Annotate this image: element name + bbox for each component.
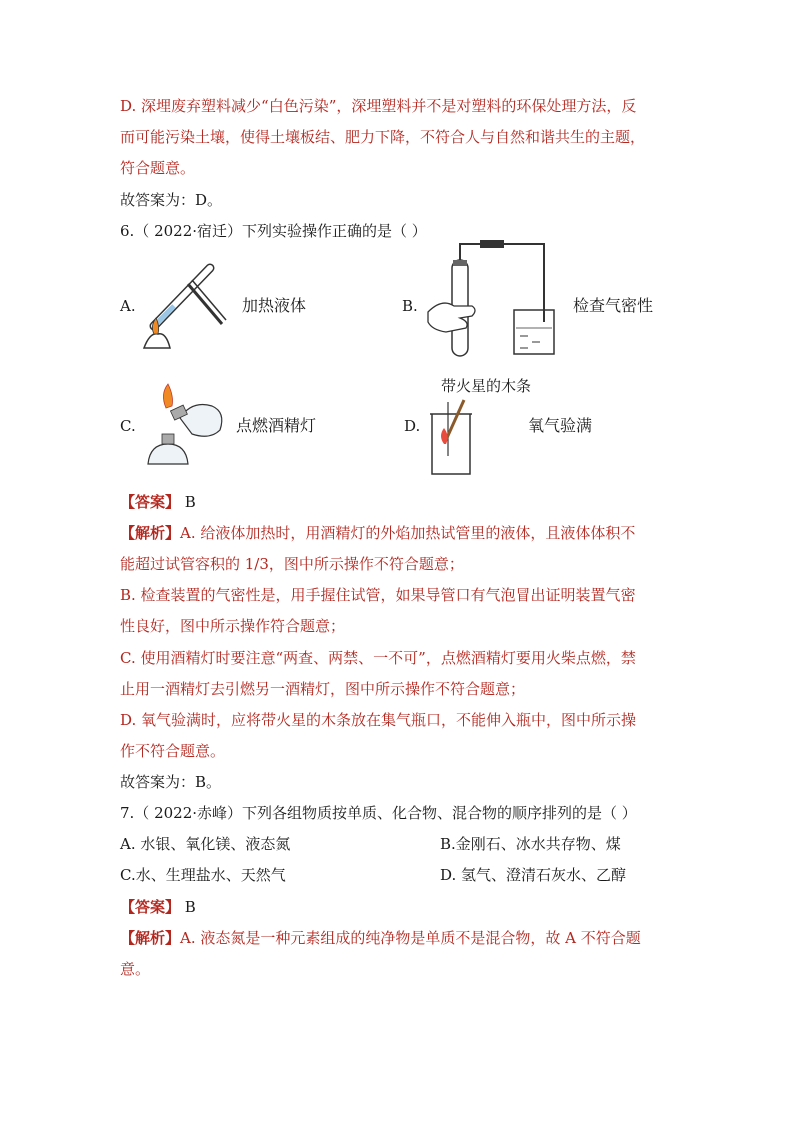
prev-explain-d-line2: 而可能污染土壤，使得土壤板结、肥力下降，不符合人与自然和谐共生的主题， (120, 128, 646, 146)
lighting-alcohol-lamp-figure (140, 378, 236, 474)
q6-explain-tag: 【解析】 (120, 524, 181, 542)
q6-option-d-letter: D. (404, 417, 421, 435)
q7-explain-a-line2: 意。 (120, 960, 151, 978)
q7-answer-line (120, 897, 196, 917)
q6-fig-d-caption: 带火星的木条 (441, 377, 532, 395)
q6-explain-a1-text: A. 给液体加热时，用酒精灯的外焰加热试管里的液体，且液体体积不 (180, 524, 636, 542)
oxygen-full-check-figure (426, 396, 476, 478)
q7-choice-a: A. 水银、氧化镁、液态氮 (120, 835, 291, 853)
q6-explain-a-line2: 能超过试管容积的 1/3，图中所示操作不符合题意； (120, 555, 464, 573)
q6-option-c-label: 点燃酒精灯 (236, 416, 317, 435)
prev-explain-d-line1: D. 深埋废弃塑料减少“白色污染”，深埋塑料并不是对塑料的环保处理方法，反 (120, 97, 637, 115)
q6-option-a-label: 加热液体 (242, 296, 307, 315)
q7-answer-tag: 【答案】 (120, 898, 181, 916)
airtightness-check-figure (420, 236, 560, 360)
q6-answer-value: B (184, 493, 196, 511)
q7-choice-d: D. 氢气、澄清石灰水、乙醇 (440, 866, 627, 884)
q6-stem: 6.（ 2022·宿迁）下列实验操作正确的是（ ） (120, 222, 427, 240)
q7-choice-c: C.水、生理盐水、天然气 (120, 866, 286, 884)
q6-option-c-letter: C. (120, 417, 136, 435)
q6-option-b-label: 检查气密性 (573, 296, 654, 315)
prev-conclusion: 故答案为：D。 (120, 191, 223, 209)
q6-explain-c-line2: 止用一酒精灯去引燃另一酒精灯，图中所示操作不符合题意； (120, 680, 526, 698)
q6-explain-d-line2: 作不符合题意。 (120, 742, 226, 760)
q7-answer-value: B (184, 898, 196, 916)
q7-choice-b: B.金刚石、冰水共存物、煤 (440, 835, 621, 853)
q7-explain-a-line1 (120, 928, 641, 948)
q6-explain-a-line1 (120, 523, 635, 543)
q6-option-d-label: 氧气验满 (528, 416, 593, 435)
q6-option-a-letter: A. (120, 297, 136, 315)
q7-explain-tag: 【解析】 (120, 929, 181, 947)
heating-liquid-figure (140, 262, 232, 354)
q6-option-b-letter: B. (402, 297, 418, 315)
q7-explain-a1-text: A. 液态氮是一种元素组成的纯净物是单质不是混合物，故 A 不符合题 (180, 929, 641, 947)
q6-answer-tag: 【答案】 (120, 493, 181, 511)
q6-explain-d-line1: D. 氧气验满时，应将带火星的木条放在集气瓶口，不能伸入瓶中，图中所示操 (120, 711, 637, 729)
prev-explain-d-line3: 符合题意。 (120, 159, 196, 177)
q6-explain-b-line2: 性良好，图中所示操作符合题意； (120, 617, 346, 635)
q6-explain-b-line1: B. 检查装置的气密性是，用手握住试管，如果导管口有气泡冒出证明装置气密 (120, 586, 636, 604)
q7-stem: 7.（ 2022·赤峰）下列各组物质按单质、化合物、混合物的顺序排列的是（ ） (120, 804, 637, 822)
q6-conclusion: 故答案为：B。 (120, 773, 222, 791)
q6-answer-line (120, 492, 196, 512)
q6-explain-c-line1: C. 使用酒精灯时要注意“两查、两禁、一不可”，点燃酒精灯要用火柴点燃，禁 (120, 649, 636, 667)
